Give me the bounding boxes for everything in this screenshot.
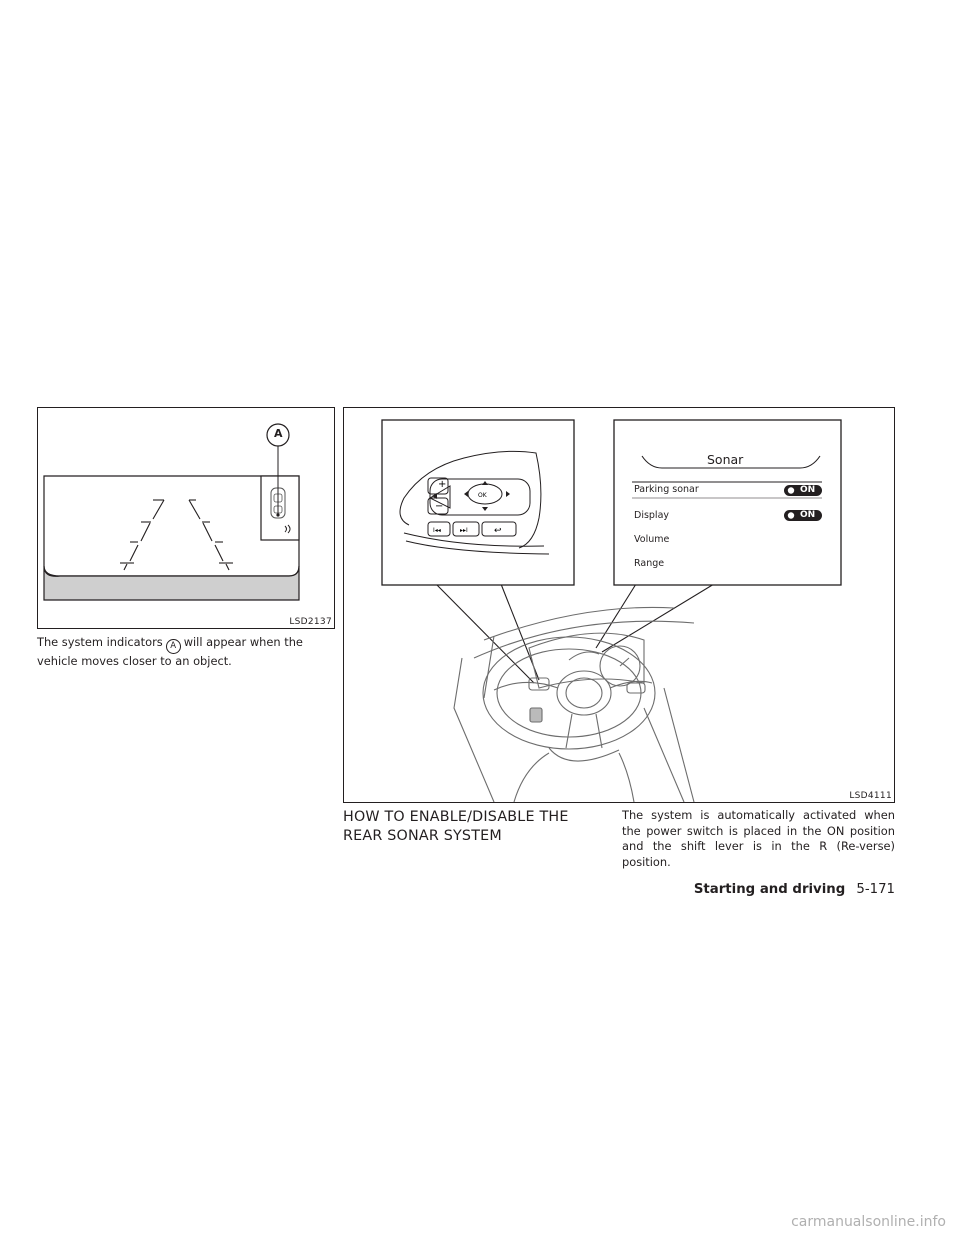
switch-minus-label: −	[435, 501, 444, 512]
svg-text:I◂◂: I◂◂	[433, 527, 441, 534]
switch-plus-label: +	[438, 479, 447, 490]
figure-caption	[37, 635, 335, 670]
svg-text:▸▸I: ▸▸I	[460, 527, 468, 534]
footer-page-number: 5-171	[856, 882, 895, 897]
sonar-menu-title: Sonar	[707, 452, 744, 467]
svg-text:↩: ↩	[494, 526, 502, 536]
caption-text-after: will appear when the vehicle moves closer to an object.	[37, 635, 303, 668]
callout-label-a: A	[274, 427, 283, 440]
camera-view-illustration	[38, 408, 334, 628]
section-body-text: The system is automatically activated when the power switch is placed in the ON position and the shift lever is in the R (Re-verse) position.	[622, 808, 895, 869]
caption-text-before: The system indicators	[37, 635, 163, 649]
site-watermark: carmanualsonline.info	[791, 1214, 946, 1230]
menu-item-volume: Volume	[634, 534, 670, 545]
callout-marker-a: A	[166, 639, 181, 654]
switch-ok-label: OK	[478, 492, 487, 499]
steering-wheel-illustration	[344, 408, 894, 802]
toggle-display: ON	[800, 510, 816, 520]
menu-item-display: Display	[634, 510, 670, 521]
section-heading: HOW TO ENABLE/DISABLE THE REAR SONAR SYSTEM	[343, 809, 569, 844]
toggle-parking-sonar: ON	[800, 485, 816, 495]
page-footer	[600, 878, 895, 897]
figure-steering-sonar-menu	[343, 407, 895, 803]
menu-item-range: Range	[634, 558, 665, 569]
menu-item-parking-sonar: Parking sonar	[634, 484, 699, 495]
figure-code: LSD4111	[849, 791, 892, 801]
footer-section-title: Starting and driving	[693, 882, 846, 897]
figure-code: LSD2137	[289, 617, 332, 627]
figure-camera-view	[37, 407, 335, 629]
